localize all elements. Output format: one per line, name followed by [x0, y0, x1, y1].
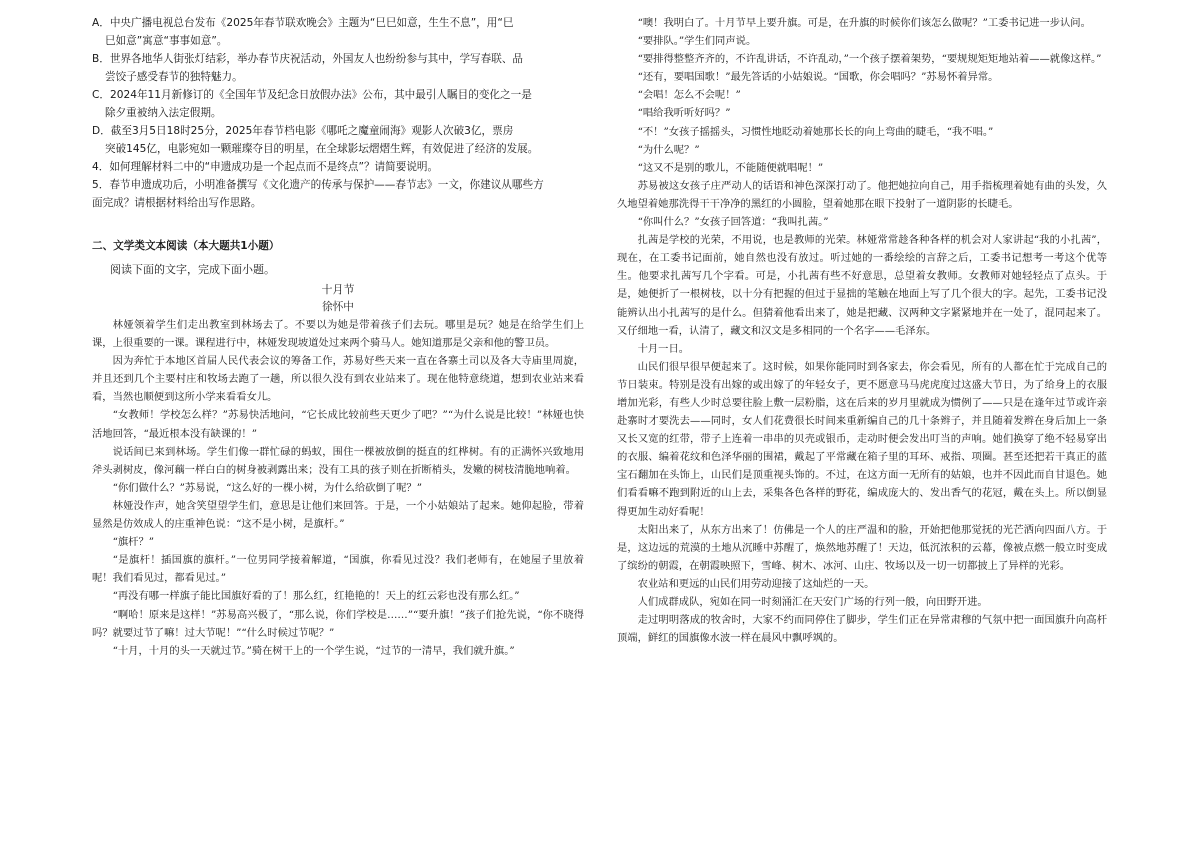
paragraph: 林娅领着学生们走出教室到林场去了。不要以为她是带着孩子们去玩。哪里是玩？她是在给学生们上课，上很重要的一课。课程进行中，林娅发现坡道处过来两个骑马人。她知道那是父亲和他的警卫员。 [92, 319, 584, 350]
option-d-cont: 突破145亿，电影宛如一颗璀璨夺目的明星，在全球影坛熠熠生辉，有效促进了经济的发展。 [105, 143, 539, 155]
paragraph: “啊哈！原来是这样！”苏易高兴极了，“那么说，你们学校是……”“要升旗！”孩子们抢先说，“你不晓得吗？就要过节了嘛！过大节呢！”“什么时候过节呢？” [92, 608, 584, 639]
option-b: B．世界各地华人街张灯结彩，举办春节庆祝活动，外国友人也纷纷参与其中，学写春联、品 [92, 53, 524, 65]
paragraph: 苏易被这女孩子庄严动人的话语和神色深深打动了。他把她拉向自己，用手指梳理着她有曲的头发，久久地望着她那洗得干干净净的黑红的小圆脸，望着她那在眼下投射了一道阴影的长睫毛。 [617, 179, 1107, 210]
paragraph: 林娅没作声，她含笑望望学生们，意思是让他们来回答。于是，一个小姑娘站了起来。她仰起脸，带着显然是仿效成人的庄重神色说：“这不是小树，是旗杆。” [92, 499, 584, 531]
paragraph: “为什么呢？” [637, 143, 700, 156]
story-author: 徐怀中 [322, 301, 354, 313]
section-heading: 二、文学类文本阅读（本大题共1小题） [92, 240, 280, 252]
paragraph: 说话间已来到林场。学生们像一群忙碌的蚂蚁，围住一棵被放倒的挺直的红桦树。有的正满怀兴致地用斧头剥树皮，像河藕一样白白的树身被剥露出来；没有工具的孩子则在折断梢头，发嫩的树枝清脆地响着。 [92, 445, 584, 476]
question-4: 4．如何理解材料二中的“申遗成功是一个起点而不是终点”？请简要说明。 [92, 161, 439, 173]
paragraph: 因为奔忙于本地区首届人民代表会议的筹备工作，苏易好些天来一直在各寨土司以及各大寺庙里周旋，并且还到几个主要村庄和牧场去跑了一趟，所以很久没有到农业站来了。现在他特意绕道，想到农业站来看看，当然也顺便到这所小学来看看女儿。 [92, 355, 584, 404]
option-c-cont: 除夕重被纳入法定假期。 [105, 107, 222, 119]
paragraph: “唱给我听听好吗？” [637, 107, 731, 120]
question-5: 5．春节申遗成功后，小明准备撰写《文化遗产的传承与保护——春节志》一文，你建议从哪些方 [92, 179, 544, 191]
paragraph: “这又不是别的歌儿，不能随便就唱呢！” [637, 161, 824, 174]
left-column [92, 14, 584, 660]
paragraph: “你们做什么？”苏易说，“这么好的一棵小树，为什么给砍倒了呢？” [112, 481, 422, 494]
paragraph: “要排队。”学生们同声说。 [637, 35, 757, 48]
paragraph: “女教师！学校怎么样？”苏易快活地问，“它长成比较前些天更少了吧？”“为什么说是比较！”林娅也快活地回答，“最近根本没有缺课的！” [92, 409, 584, 440]
option-a: A．中央广播电视总台发布《2025年春节联欢晚会》主题为“巳巳如意，生生不息”，用“巳 [92, 17, 514, 29]
paragraph: 山民们很早很早便起来了。这时候，如果你能同时到各家去，你会看见，所有的人都在忙于完成自己的节日装束。特别是没有出嫁的或出嫁了的年轻女子，更不愿意马马虎虎度过这盛大节日，为了给身上的衣服增加光彩，有些人少时总要往脸上敷一层粉脂，这在后来的岁月里就成为惯例了——只是在逢年过节或许亲赴寨时才要洗去——同时，女人们花费很长时间来重新编自己的几十条辫子，并且随着发辫在身后加上一条又长又宽的红带，带子上连着一串串的贝壳或银币，走动时便会发出叮当的声响。她们换穿了绝不轻易穿出的衣服、编着花纹和色泽华丽的围裙，戴起了平常藏在箱子里的耳环、戒指、项圈。甚至还把若干真正的蓝宝石翻加在头饰上，山民们是顶重视头饰的。不过，在这方面一无所有的姑娘，也并不因此而自甘退色。她们看看嘛不跑到附近的山上去，采集各色各样的野花，编成庞大的、发出香气的花冠，戴在头上。所以倒显得更加生动好看呢！ [617, 360, 1107, 518]
paragraph: “再没有哪一样旗子能比国旗好看的了！那么红，红艳艳的！天上的红云彩也没有那么红。” [112, 590, 520, 603]
paragraph: “旗杆？” [112, 536, 155, 549]
paragraph: 走过明明落成的牧舍时，大家不约而同停住了脚步，学生们正在异常肃穆的气氛中把一面国旗升向高杆顶端，鲜红的国旗像水波一样在晨风中飘呼飒的。 [617, 614, 1107, 645]
paragraph: “你叫什么？”女孩子回答道：“我叫扎茜。” [637, 216, 829, 229]
option-a-cont: 巳如意”寓意“事事如意”。 [105, 35, 228, 47]
right-column [617, 14, 1107, 647]
reading-instruction: 阅读下面的文字，完成下面小题。 [110, 263, 275, 276]
paragraph: 十月一日。 [637, 342, 690, 355]
paragraph: 扎茜是学校的光荣，不用说，也是教师的光荣。林娅常常趁各种各样的机会对人家讲起“我的小扎茜”，现在，在工委书记面前，她自然也没有放过。听过她的一番绘绘的言辞之后，工委书记想考一考这个优等生。他要求扎茜写几个字看。可是，小扎茜有些不好意思，总望着女教师。女教师对她轻轻点了点头。于是，她便折了一根树枝，以十分有把握的但过于显拙的笔触在地面上写了几个很大的字。起先，工委书记没能辨认出小扎茜写的是什么。但猜着他看出来了，她是把藏、汉两种文字紧紧地并在一处了，混同起来了。又仔细地一看，认清了，藏文和汉文是多相同的一个名字——毛泽东。 [617, 234, 1107, 337]
option-b-cont: 尝饺子感受春节的独特魅力。 [105, 71, 243, 83]
paragraph: “十月，十月的头一天就过节。”骑在树干上的一个学生说，“过节的一清早，我们就升旗。” [112, 644, 515, 657]
paragraph: 人们成群成队，宛如在同一时刻涌汇在天安门广场的行列一般，向田野开进。 [637, 596, 988, 608]
paragraph: “是旗杆！插国旗的旗杆。”一位男同学接着解道，“国旗，你看见过没？我们老师有，在她屋子里放着呢！我们看见过，都看见过。” [92, 554, 584, 585]
paragraph: “还有，要唱国歌！”最先答话的小姑娘说。“国歌，你会唱吗？”苏易怀着异常。 [637, 71, 999, 84]
story-title: 十月节 [321, 283, 355, 296]
paragraph: “会唱！怎么不会呢！” [637, 89, 741, 102]
paragraph: “要排得整整齐齐的，不许乱讲话，不许乱动，”一个孩子摆着架势，“要规规矩矩地站着——就像这样。” [637, 53, 1102, 66]
option-d: D．截至3月5日18时25分，2025年春节档电影《哪吒之魔童闹海》观影人次破3亿，票房 [92, 125, 514, 137]
paragraph: “噢！我明白了。十月节早上要升旗。可是，在升旗的时候你们该怎么做呢？”工委书记进一步认问。 [637, 17, 1091, 29]
paragraph: 农业站和更远的山民们用劳动迎接了这灿烂的一天。 [637, 577, 875, 590]
question-5-cont: 面完成？请根据材料给出写作思路。 [92, 197, 262, 209]
paragraph: “不！”女孩子摇摇头，习惯性地眨动着她那长长的向上弯曲的睫毛，“我不唱。” [637, 125, 994, 138]
option-c: C．2024年11月新修订的《全国年节及纪念日放假办法》公布，其中最引人瞩目的变化之一是 [92, 89, 532, 101]
paragraph: 太阳出来了，从东方出来了！仿佛是一个人的庄严温和的脸，开始把他那觉抚的光芒洒向四面八方。于是，这边远的荒漠的土地从沉睡中苏醒了，焕然地苏醒了！天边，低沉浓积的云幕，像被点燃一般立时变成了缤纷的朝霞，在朝霞映照下，雪峰、树木、冰河、山庄、牧场以及一切一切都披上了异样的光彩。 [617, 523, 1107, 572]
